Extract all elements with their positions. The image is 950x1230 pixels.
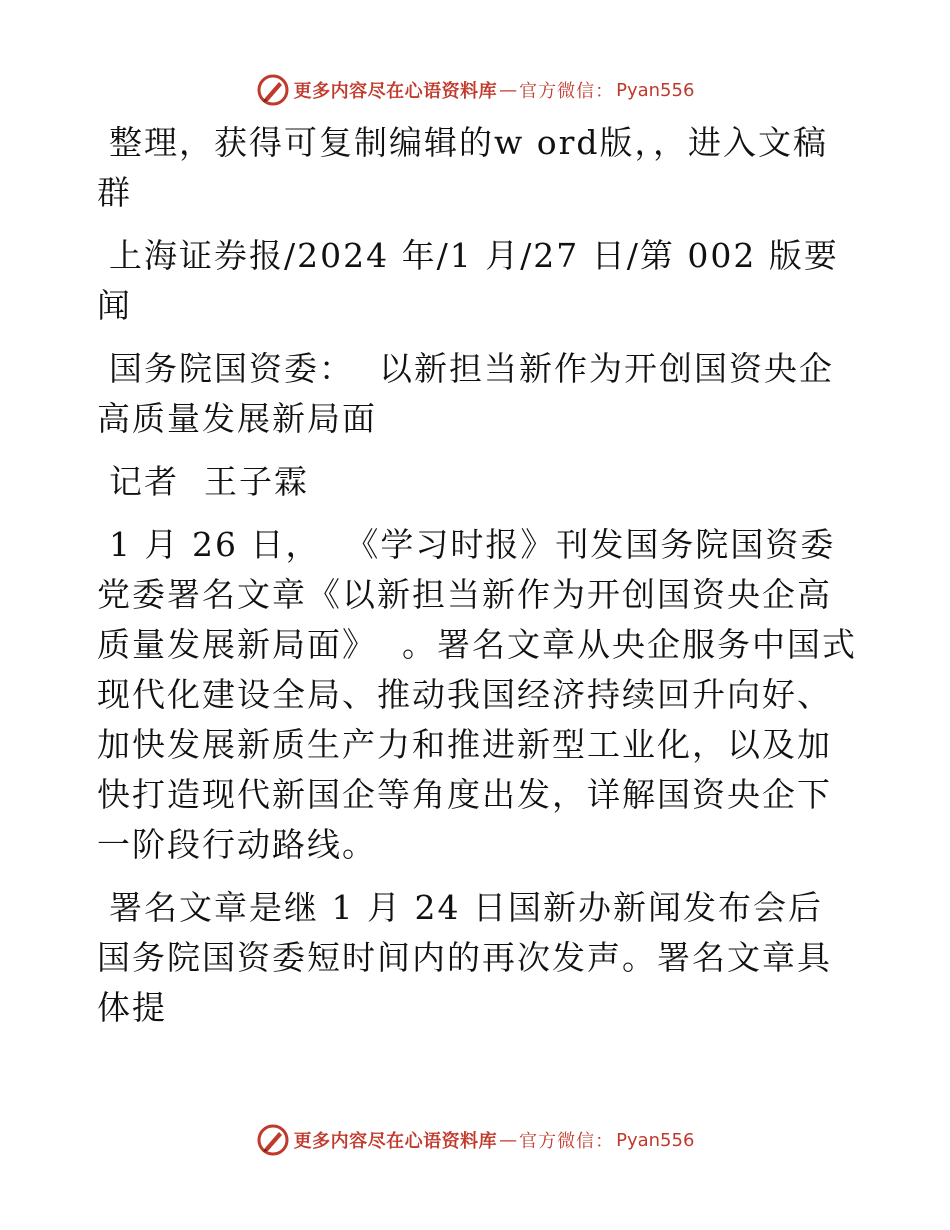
- watermark-sub-text: 官方微信：: [519, 1131, 615, 1152]
- watermark-dash: —: [499, 79, 518, 101]
- paragraph-headline: 国务院国资委： 以新担当新作为开创国资央企高质量发展新局面: [97, 349, 834, 438]
- watermark-sub-text: 官方微信：: [519, 81, 615, 102]
- watermark-main-text: 更多内容尽在心语资料库: [293, 1131, 498, 1152]
- paragraph-intro-note: 整理，获得可复制编辑的w ord版，，进入文稿群: [97, 123, 829, 212]
- watermark-wechat-id: Pyan556: [616, 1129, 695, 1151]
- paragraph-body-1: 1 月 26 日， 《学习时报》刊发国务院国资委党委署名文章《以新担当新作为开创国资央企高质量发展新局面》 。署名文章从央企服务中国式现代化建设全局、推动我国经济持续回升向好、加快发展新质生产力和推进新型工业化，以及加快打造现代新国企等角度出发，详解国资央企下一阶段行动路线。: [97, 525, 857, 864]
- header-watermark: [0, 70, 950, 110]
- paragraph-body-2: 署名文章是继 1 月 24 日国新办新闻发布会后国务院国资委短时间内的再次发声。署名文章具体提: [97, 888, 832, 1027]
- paragraph-reporter: 记者 王子霖: [109, 462, 309, 501]
- watermark-dash: —: [499, 1129, 518, 1151]
- document-body: [97, 118, 857, 1046]
- footer-watermark: [0, 1120, 950, 1160]
- watermark-wechat-id: Pyan556: [616, 79, 695, 101]
- paragraph-source-line: 上海证券报/2024 年/1 月/27 日/第 002 版要闻: [97, 236, 839, 325]
- watermark-main-text: 更多内容尽在心语资料库: [293, 81, 498, 102]
- pen-logo-icon: [256, 73, 290, 107]
- pen-logo-icon: [256, 1123, 290, 1157]
